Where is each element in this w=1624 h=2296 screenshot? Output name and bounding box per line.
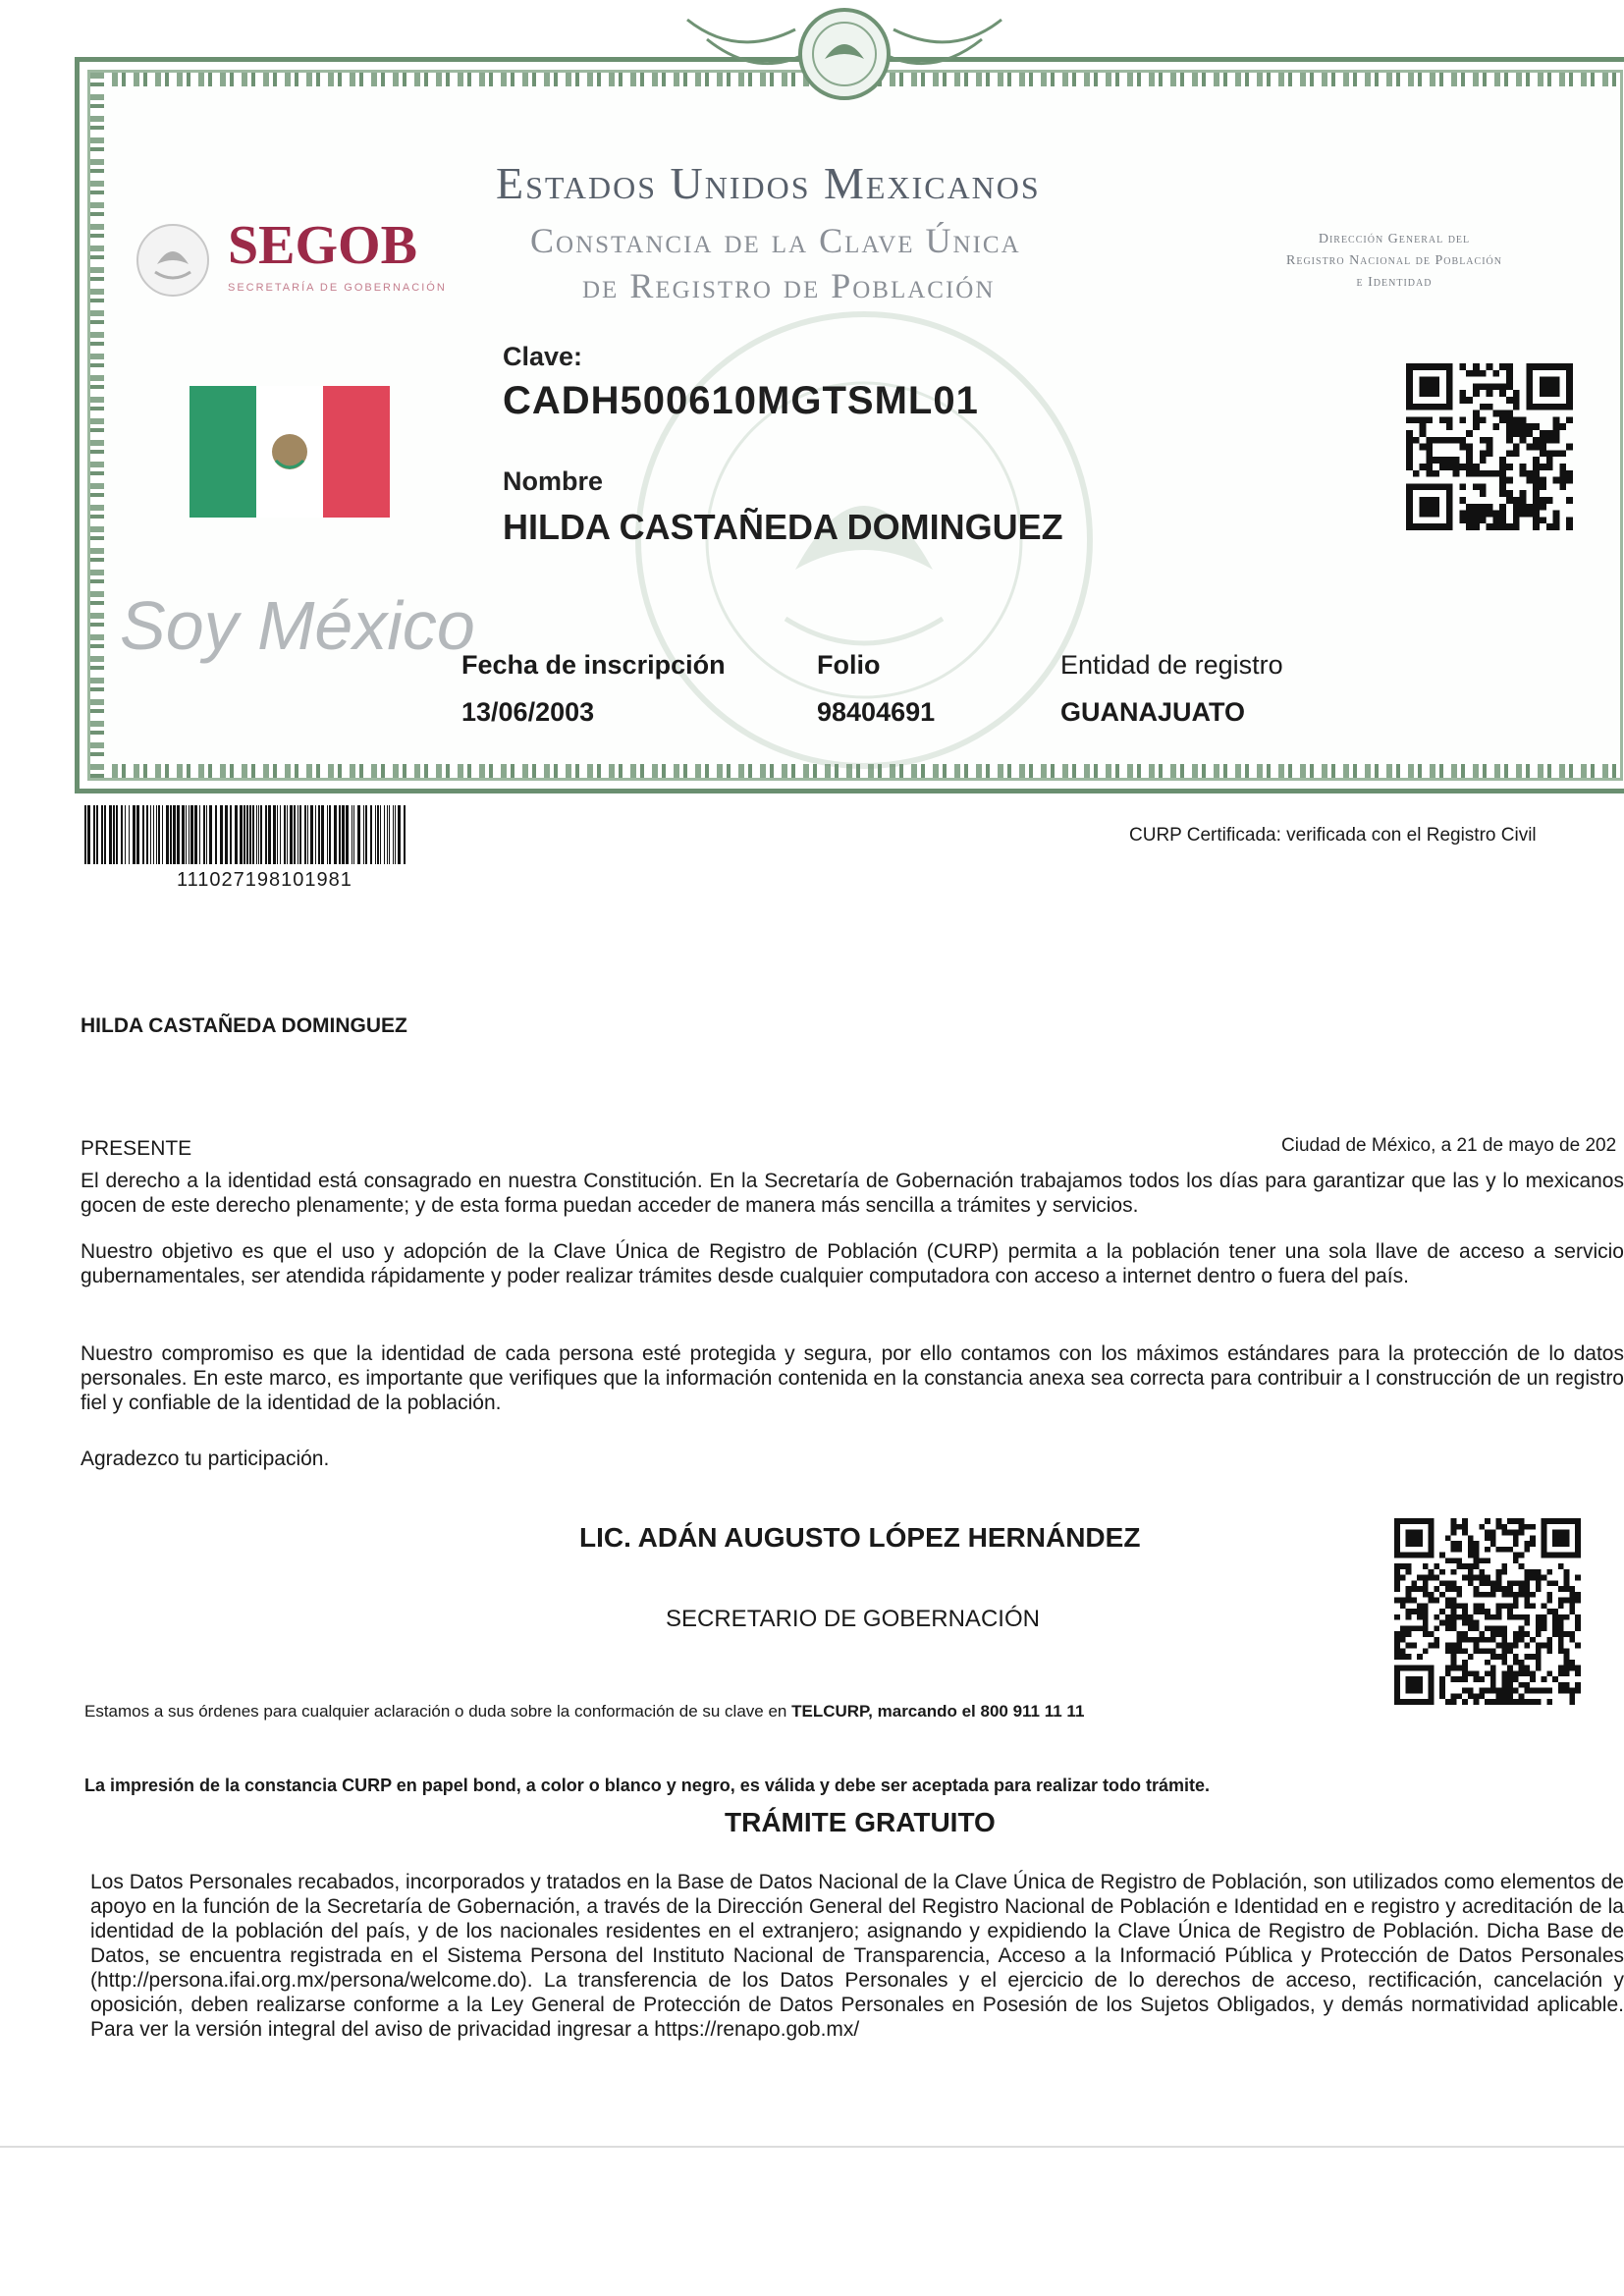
entidad-registro-value: GUANAJUATO (1060, 697, 1246, 727)
segob-logo-text: SEGOB (228, 215, 417, 276)
folio-value: 98404691 (817, 697, 936, 727)
directorate-line1: Dirección General del (1318, 232, 1471, 246)
national-seal-ornament-icon (677, 0, 1011, 118)
fecha-inscripcion-label: Fecha de inscripción (461, 650, 726, 680)
free-procedure-heading: TRÁMITE GRATUITO (725, 1807, 996, 1837)
directorate-line3: e Identidad (1356, 275, 1433, 290)
coat-of-arms-icon (134, 221, 212, 300)
curp-certified-note: CURP Certificada: verificada con el Registro Civil (1129, 825, 1537, 846)
segob-logo-subtitle: SECRETARÍA DE GOBERNACIÓN (228, 282, 447, 294)
signer-title: SECRETARIO DE GOBERNACIÓN (666, 1606, 1040, 1632)
letter-paragraph-2: Nuestro objetivo es que el uso y adopción de la Clave Única de Registro de Población (CURP) permita a la población tener una sola llave de acceso a servicio gubernamentales, ser atendida rápidamente y poder realizar trámites desde cualquier computadora con acceso a internet dentro o fuera del país. (81, 1240, 1624, 1287)
page-bottom-divider (0, 2146, 1624, 2148)
fecha-inscripcion-value: 13/06/2003 (461, 697, 595, 727)
document-subtitle-line2: de Registro de Población (582, 266, 996, 305)
letter-presente: PRESENTE (81, 1137, 192, 1160)
contact-note-text: Estamos a sus órdenes para cualquier aclaración o duda sobre la conformación de su clave en (84, 1702, 792, 1721)
letter-thanks: Agradezco tu participación. (81, 1448, 330, 1470)
certificate-border-left (90, 73, 104, 778)
folio-label: Folio (817, 650, 881, 680)
certificate-qr-code-icon (1406, 363, 1573, 530)
contact-note (84, 1702, 1084, 1722)
directorate-line2: Registro Nacional de Población (1286, 253, 1502, 268)
signer-name: LIC. ADÁN AUGUSTO LÓPEZ HERNÁNDEZ (579, 1522, 1141, 1553)
entidad-registro-label: Entidad de registro (1060, 650, 1283, 680)
clave-label: Clave: (503, 342, 583, 371)
nombre-value: HILDA CASTAÑEDA DOMINGUEZ (503, 507, 1063, 547)
telcurp-phone: TELCURP, marcando el 800 911 11 11 (791, 1702, 1085, 1721)
printing-validity-note: La impresión de la constancia CURP en papel bond, a color o blanco y negro, es válida y debe ser aceptada para realizar todo trámite. (84, 1776, 1211, 1795)
nombre-label: Nombre (503, 466, 604, 496)
document-subtitle-line1: Constancia de la Clave Única (530, 221, 1021, 260)
barcode-icon (84, 805, 408, 864)
mexican-flag-icon (189, 386, 390, 518)
clave-value: CADH500610MGTSML01 (503, 379, 979, 422)
barcode-number: 111027198101981 (177, 869, 352, 891)
document-title: Estados Unidos Mexicanos (496, 158, 1041, 208)
letter-paragraph-1: El derecho a la identidad está consagrado en nuestra Constitución. En la Secretaría de Gobernación trabajamos todos los días para garantizar que las y lo mexicanos gocen de este derecho plenamente; y de esta forma puedan acceder de manera más sencilla a trámites y servicios. (81, 1170, 1624, 1217)
letter-addressee: HILDA CASTAÑEDA DOMINGUEZ (81, 1014, 407, 1037)
letter-place-date: Ciudad de México, a 21 de mayo de 202 (1281, 1135, 1617, 1156)
letter-paragraph-3: Nuestro compromiso es que la identidad de cada persona esté protegida y segura, por ello contamos con los máximos estándares para la protección de lo datos personales. En este marco, es importante que verifiques que la información contenida en la constancia anexa sea correcta para contribuir a l construcción de un registro fiel y confiable de la identidad de la población. (81, 1342, 1624, 1414)
slogan: Soy México (120, 587, 475, 664)
letter-qr-code-icon (1394, 1518, 1581, 1705)
privacy-notice: Los Datos Personales recabados, incorporados y tratados en la Base de Datos Nacional de la Clave Única de Registro de Población, son utilizados como elementos de apoyo en la función de la Secretaría de Gobernación, a través de la Dirección General del Registro Nacional de Población e Identidad en e registro y acreditación de la identidad de la población del país, y de los nacionales residentes en el extranjero; asignando y expidiendo la Clave Única de Registro de Población. Dicha Base de Datos, se encuentra registrada en el Sistema Persona del Instituto Nacional de Transparencia, Acceso a la Informació Pública y Protección de Datos Personales (http://persona.ifai.org.mx/persona/welcome.do). La transferencia de los Datos Personales y el ejercicio de lo derechos de acceso, rectificación, cancelación y oposición, deben realizarse conforme a la Ley General de Protección de Datos Personales en Posesión de los Sujetos Obligados, y demás normatividad aplicable. Para ver la versión integral del aviso de privacidad ingresar a https://renapo.gob.mx/ (90, 1871, 1624, 2041)
